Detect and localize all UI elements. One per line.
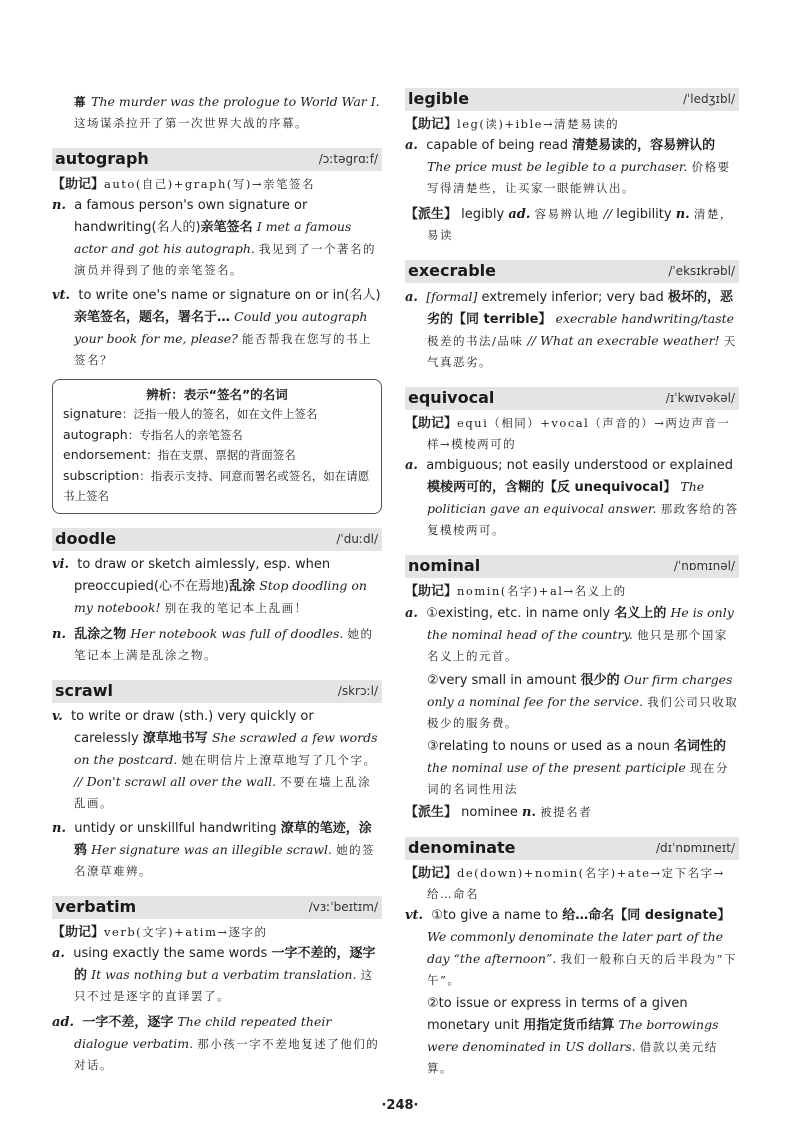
usage-note-row: signature：泛指一般人的签名，如在文件上签名 (63, 406, 318, 421)
headword: autograph (55, 149, 149, 168)
pronunciation: /ɪˈkwɪvəkəl/ (665, 391, 735, 405)
sense: v. to write or draw (sth.) very quickly or carelessly 潦草地书写 She scrawled a few words on the postcard. 她在明信片上潦草地写了几个字。 // Don't scrawl all over the wall. 不要在墙上乱涂乱画。 (52, 708, 378, 810)
mnemonic: 【助记】equi（相同）+vocal（声音的）→两边声音一样→模棱两可的 (405, 416, 731, 451)
sense: n. 乱涂之物 Her notebook was full of doodles. 她的笔记本上满是乱涂之物。 (52, 625, 374, 662)
derivatives: 【派生】 nominee n. 被提名者 (405, 805, 593, 820)
sense: a. [formal] extremely inferior; very bad 极坏的，恶劣的【同 terrible】 execrable handwriting/taste 极差的书法/品味 // What an execrable weather! 天气真恶劣。 (405, 289, 737, 369)
mnemonic: 【助记】verb(文字)+atim→逐字的 (52, 924, 268, 940)
entry-header-legible (405, 88, 739, 111)
sense: n. a famous person's own signature or handwriting(名人的)亲笔签名 I met a famous actor and got his autograph. 我见到了一个著名的演员并得到了他的亲笔签名。 (52, 198, 377, 277)
entry-header-nominal (405, 555, 739, 578)
mnemonic: 【助记】auto(自己)+graph(写)→亲笔签名 (52, 177, 316, 192)
usage-note-row: autograph：专指名人的亲笔签名 (63, 426, 243, 442)
pronunciation: /ˈledʒɪbl/ (682, 92, 735, 106)
headword: verbatim (55, 896, 137, 916)
usage-note-title: 辨析：表示“签名”的名词 (146, 387, 288, 402)
pronunciation: /vɜːˈbeɪtɪm/ (308, 899, 378, 914)
right-column (405, 88, 739, 1079)
sense: vt. to write one's name or signature on or in(名人)亲笔签名，题名，署名于… Could you autograph your book for me, please? 能否帮我在您写的书上签名？ (52, 288, 381, 367)
entry-header-doodle (52, 528, 382, 551)
continued-entry: 幕 The murder was the prologue to World War I. 这场谋杀拉开了第一次世界大战的序幕。 (74, 94, 380, 130)
headword: doodle (55, 528, 117, 548)
sense: ③relating to nouns or used as a noun 名词性的 the nominal use of the present participle 现在分词的名词性用法 (427, 739, 729, 796)
sense: a. ①existing, etc. in name only 名义上的 He is only the nominal head of the country. 他只是那个国家名义上的元首。 (405, 605, 734, 663)
sense: a. using exactly the same words 一字不差的，逐字的 It was nothing but a verbatim translation. 这只不过是逐字的直译罢了。 (52, 945, 376, 1003)
pronunciation: /ˈeksɪkrəbl/ (668, 264, 735, 278)
sense: vt. ①to give a name to 给…命名【同 designate】 We commonly denominate the later part of the day “the afternoon”. 我们一般称白天的后半段为“下午”。 (405, 908, 737, 987)
entry-header-denominate (405, 837, 739, 860)
headword: denominate (408, 838, 516, 857)
headword: nominal (408, 556, 481, 575)
mnemonic: 【助记】de(down)+nomin(名字)+ate→定下名字→给…命名 (405, 866, 725, 901)
left-column (52, 88, 382, 1076)
sense: ②very small in amount 很少的 Our firm charges only a nominal fee for the service. 我们公司只收取极少的服务费。 (427, 672, 739, 730)
pronunciation: /ɔːtəgrɑːf/ (318, 152, 378, 166)
entry-header-verbatim (52, 896, 382, 919)
entry-header-scrawl (52, 680, 382, 703)
headword: scrawl (55, 680, 113, 700)
mnemonic: 【助记】nomin(名字)+al→名义上的 (405, 584, 627, 599)
derivatives: 【派生】 legibly ad. 容易辨认地 // legibility n. 清楚，易读 (405, 206, 733, 242)
page-number: ·248· (381, 1098, 419, 1113)
entry-header-execrable (405, 260, 739, 283)
sense: n. untidy or unskillful handwriting 潦草的笔迹，涂鸦 Her signature was an illegible scrawl. 她的签名潦草难辨。 (52, 820, 376, 878)
headword: equivocal (408, 388, 495, 407)
entry-header-equivocal (405, 387, 739, 410)
entry-header-autograph (52, 148, 382, 171)
sense: a. ambiguous; not easily understood or explained 模棱两可的，含糊的【反 unequivocal】 The politician gave an equivocal answer. 那政客给的答复模棱两可。 (405, 458, 739, 537)
headword: execrable (408, 261, 496, 280)
sense: ②to issue or express in terms of a given monetary unit 用指定货币结算 The borrowings were denominated in US dollars. 借款以美元结算。 (427, 996, 719, 1075)
usage-note-row: endorsement：指在支票、票据的背面签名 (63, 447, 296, 462)
sense: a. capable of being read 清楚易读的，容易辨认的 The price must be legible to a purchaser. 价格要写得清楚些，让买家一眼能辨认出。 (405, 138, 731, 195)
pronunciation: /dɪˈnɒmɪneɪt/ (656, 841, 735, 855)
headword: legible (408, 89, 470, 108)
pronunciation: /ˈnɒmɪnəl/ (673, 559, 735, 573)
mnemonic: 【助记】leg(读)+ible→清楚易读的 (405, 117, 620, 132)
usage-note-box (52, 379, 382, 514)
usage-note-row: subscription：指表示支持、同意而署名或签名，如在请愿书上签名 (63, 467, 370, 503)
sense: vi. to draw or sketch aimlessly, esp. when preoccupied(心不在焉地)乱涂 Stop doodling on my notebook! 别在我的笔记本上乱画！ (52, 556, 367, 615)
pronunciation: /skrɔːl/ (337, 683, 378, 698)
pronunciation: /ˈduːdl/ (336, 531, 378, 546)
sense: ad. 一字不差，逐字 The child repeated their dialogue verbatim. 那小孩一字不差地复述了他们的对话。 (52, 1013, 380, 1072)
